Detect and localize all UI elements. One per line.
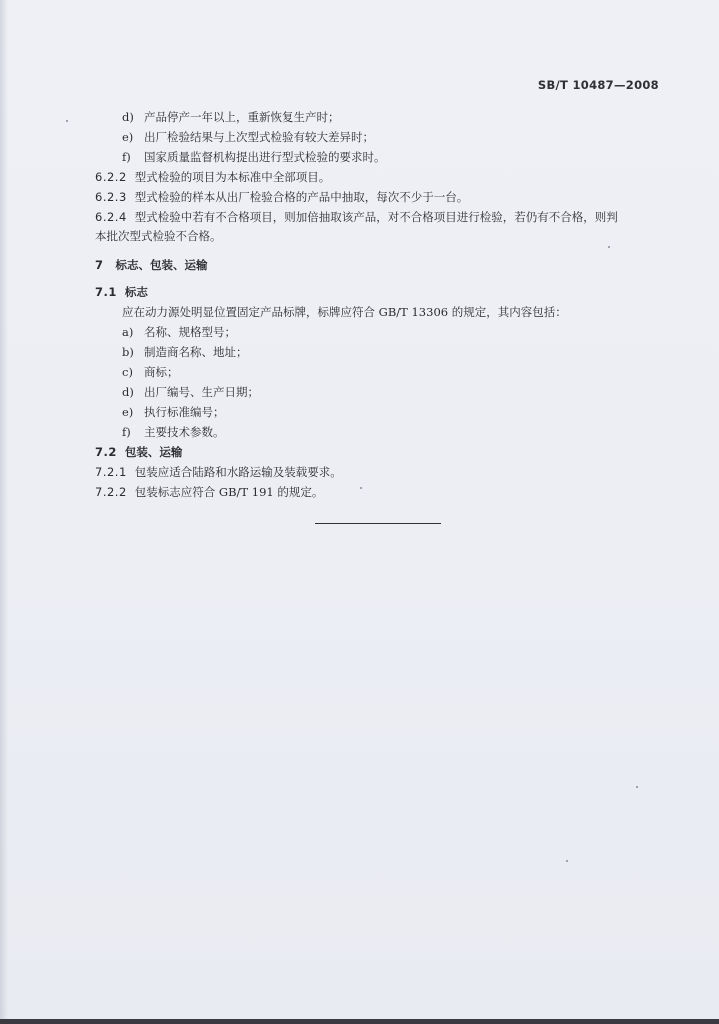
clause-text: 型式检验的样本从出厂检验合格的产品中抽取，每次不少于一台。 — [134, 190, 469, 204]
clause-6-2-4 — [95, 209, 618, 225]
list-item-text: 商标； — [144, 365, 179, 379]
list-item-text: 出厂编号、生产日期； — [144, 385, 259, 399]
marking-intro-paragraph: 应在动力源处明显位置固定产品标牌，标牌应符合 GB/T 13306 的规定，其内容包括： — [122, 305, 567, 319]
page-edge-shadow — [0, 0, 8, 1024]
list-item — [122, 109, 340, 125]
scan-bottom-edge — [0, 1019, 719, 1024]
scan-speck — [66, 120, 68, 122]
subsection-title: 包装、运输 — [124, 445, 183, 459]
list-item-text: 产品停产一年以上，重新恢复生产时； — [144, 110, 340, 124]
clause-number: 6.2.4 — [95, 210, 127, 224]
subsection-number: 7.2 — [95, 445, 117, 459]
list-item-text: 主要技术参数。 — [144, 425, 225, 439]
section-7-heading — [95, 257, 208, 273]
scan-speck — [360, 487, 362, 489]
list-item — [122, 364, 179, 380]
list-item-mark: a) — [122, 325, 134, 339]
subsection-7-1-heading — [95, 284, 148, 300]
clause-number: 6.2.2 — [95, 170, 127, 184]
list-item-text: 执行标准编号； — [144, 405, 225, 419]
list-item-mark: d) — [122, 385, 134, 399]
list-item — [122, 384, 259, 400]
list-item — [122, 324, 236, 340]
list-item-text: 制造商名称、地址； — [144, 345, 248, 359]
standard-number-header: SB/T 10487—2008 — [537, 78, 659, 92]
list-item — [122, 424, 225, 440]
scan-speck — [608, 246, 610, 248]
list-item-text: 国家质量监督机构提出进行型式检验的要求时。 — [144, 150, 386, 164]
subsection-7-2-heading — [95, 444, 182, 460]
clause-7-2-2 — [95, 484, 323, 500]
clause-6-2-2 — [95, 169, 330, 185]
clause-number: 7.2.2 — [95, 485, 127, 499]
list-item-mark: f) — [122, 425, 131, 439]
clause-text: 包装应适合陆路和水路运输及装载要求。 — [134, 465, 342, 479]
list-item-mark: e) — [122, 405, 134, 419]
list-item — [122, 344, 248, 360]
list-item — [122, 149, 386, 165]
subsection-number: 7.1 — [95, 285, 117, 299]
clause-number: 7.2.1 — [95, 465, 127, 479]
list-item-mark: d) — [122, 110, 134, 124]
list-item-mark: f) — [122, 150, 131, 164]
scan-speck — [636, 786, 638, 788]
section-number: 7 — [95, 258, 104, 272]
list-item-mark: e) — [122, 130, 134, 144]
clause-text: 型式检验的项目为本标准中全部项目。 — [134, 170, 331, 184]
list-item-text: 出厂检验结果与上次型式检验有较大差异时； — [144, 130, 374, 144]
list-item — [122, 404, 225, 420]
list-item-mark: c) — [122, 365, 133, 379]
list-item — [122, 129, 374, 145]
clause-6-2-4-continuation: 本批次型式检验不合格。 — [95, 229, 222, 243]
clause-number: 6.2.3 — [95, 190, 127, 204]
list-item-mark: b) — [122, 345, 134, 359]
scan-speck — [566, 860, 568, 862]
list-item-text: 名称、规格型号； — [144, 325, 236, 339]
clause-text: 包装标志应符合 GB/T 191 的规定。 — [134, 485, 324, 499]
clause-text: 型式检验中若有不合格项目，则加倍抽取该产品，对不合格项目进行检验，若仍有不合格，则判 — [134, 210, 618, 224]
subsection-title: 标志 — [124, 285, 148, 299]
clause-7-2-1 — [95, 464, 342, 480]
clause-6-2-3 — [95, 189, 468, 205]
end-of-document-rule — [315, 523, 441, 524]
section-title: 标志、包装、运输 — [115, 258, 208, 272]
